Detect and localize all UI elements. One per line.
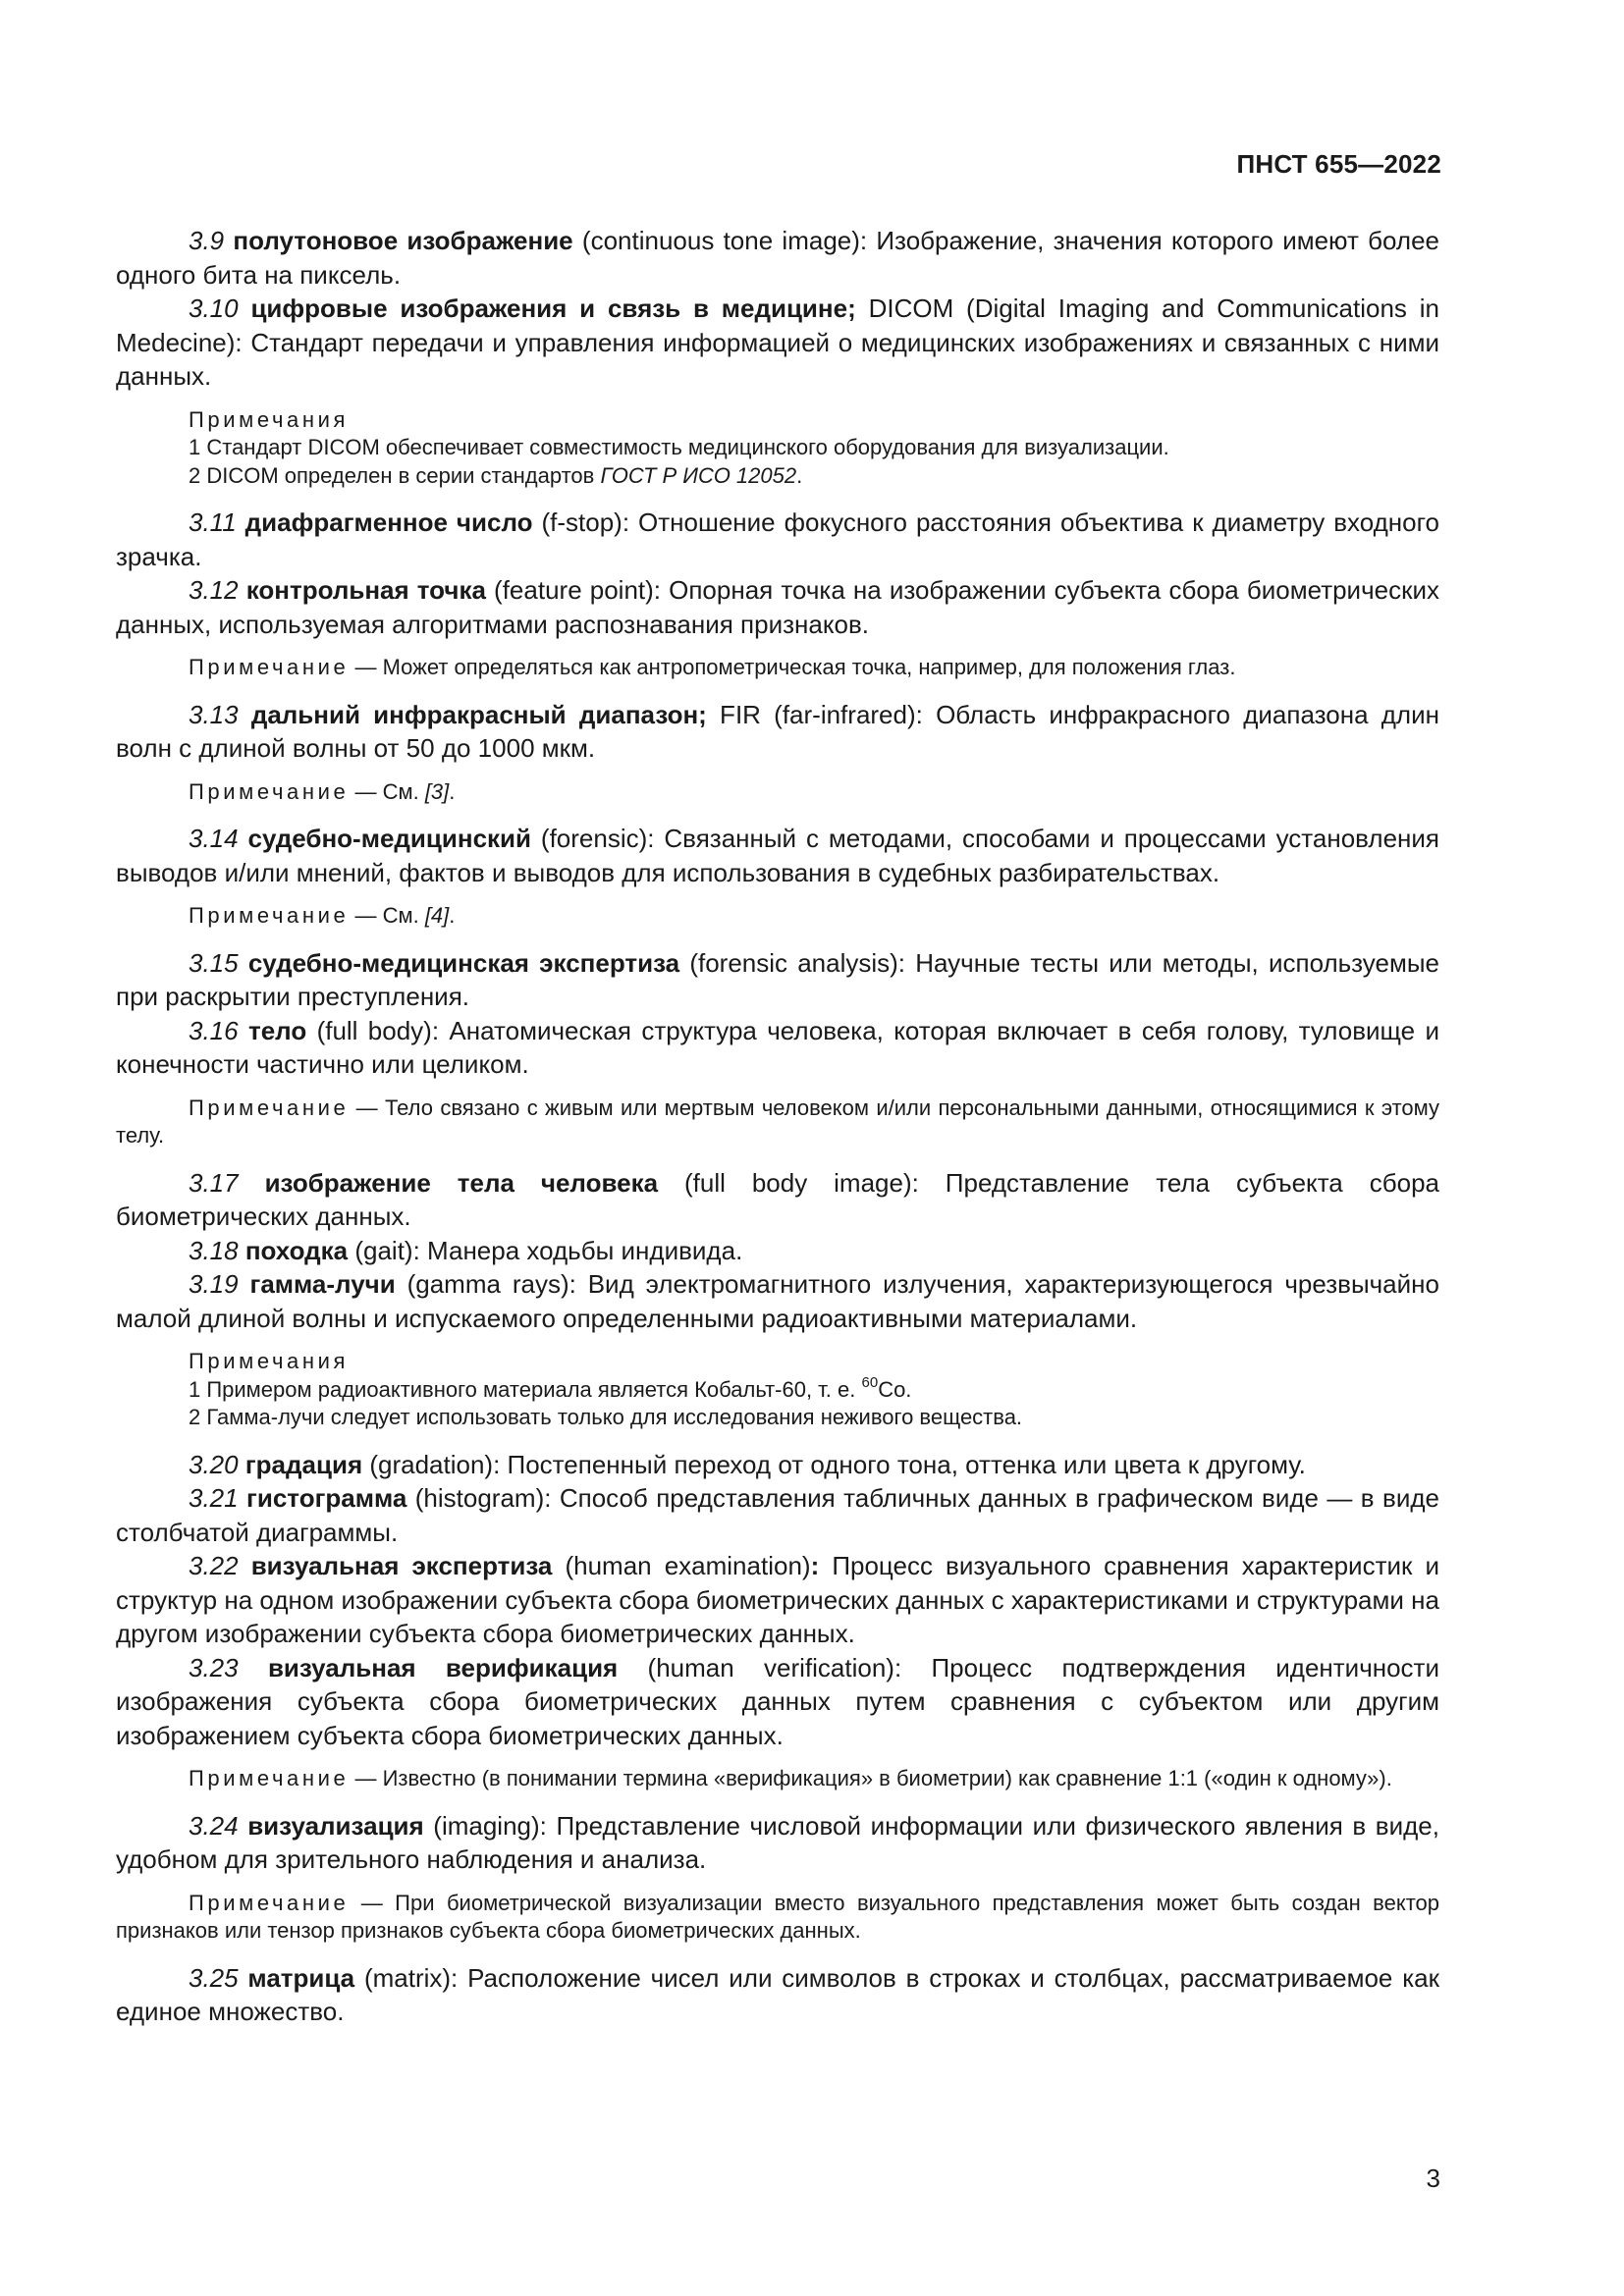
term-3-15: 3.15 судебно-медицинская экспертиза (forensic analysis): Научные тесты или методы, используемые при раскрытии преступления.	[116, 947, 1439, 1011]
term-3-25: 3.25 матрица (matrix): Расположение чисел или символов в строках и столбцах, рассматриваемое как единое множество.	[116, 1962, 1439, 2026]
note-block-3-10	[116, 406, 1439, 491]
note-3-13: Примечание — См. [3].	[189, 778, 456, 804]
document-body	[116, 224, 1439, 2029]
term-3-24: 3.24 визуализация (imaging): Представление числовой информации или физического явления в виде, удобном для зрительного наблюдения и анализа.	[116, 1810, 1439, 1874]
term-3-20: 3.20 градация (gradation): Постепенный переход от одного тона, оттенка или цвета к другому.	[189, 1449, 1306, 1479]
term-3-12: 3.12 контрольная точка (feature point): Опорная точка на изображении субъекта сбора биометрических данных, используемая алгоритмами распознавания признаков.	[116, 575, 1439, 639]
term-3-23: 3.23 визуальная верификация (human verification): Процесс подтверждения идентичности изображения субъекта сбора биометрических данных путем сравнения с субъектом или другим изображением субъекта сбора биометрических данных.	[116, 1652, 1439, 1750]
notes-heading: Примечания	[189, 1349, 350, 1373]
term-3-13: 3.13 дальний инфракрасный диапазон; FIR (far-infrared): Область инфракрасного диапазона длин волн с длиной волны от 50 до 1000 мкм.	[116, 699, 1439, 763]
term-3-19: 3.19 гамма-лучи (gamma rays): Вид электромагнитного излучения, характеризующегося чрезвычайно малой длиной волны и испускаемого определенными радиоактивными материалами.	[116, 1269, 1439, 1333]
note-item: 1 Примером радиоактивного материала является Кобальт-60, т. е. $^{60}$Co.	[189, 1373, 912, 1402]
note-item: 2 DICOM определен в серии стандартов ГОСТ Р ИСО 12052.	[189, 462, 803, 488]
term-3-18: 3.18 походка (gait): Манера ходьбы индивида.	[189, 1235, 743, 1265]
document-code: ПНСТ 655—2022	[1236, 149, 1441, 179]
term-3-9: 3.9 полутоновое изображение (continuous tone image): Изображение, значения которого имеют более одного бита на пиксель.	[116, 226, 1440, 290]
note-block-3-19	[116, 1348, 1439, 1432]
page-number: 3	[1426, 2163, 1440, 2193]
note-item: 1 Стандарт DICOM обеспечивает совместимость медицинского оборудования для визуализации.	[189, 435, 1169, 459]
note-3-24: Примечание — При биометрической визуализации вместо визуального представления может быть создан вектор признаков или тензор признаков субъекта сбора биометрических данных.	[116, 1890, 1439, 1943]
note-3-23: Примечание — Известно (в понимании термина «верификация» в биометрии) как сравнение 1:1 («один к одному»).	[189, 1766, 1392, 1790]
term-3-14: 3.14 судебно-медицинский (forensic): Связанный с методами, способами и процессами установления выводов и/или мнений, фактов и выводов для использования в судебных разбирательствах.	[116, 824, 1439, 887]
notes-heading: Примечания	[189, 406, 350, 432]
note-3-12: Примечание — Может определяться как антропометрическая точка, например, для положения глаз.	[189, 655, 1236, 679]
term-3-11: 3.11 диафрагменное число (f-stop): Отношение фокусного расстояния объектива к диаметру входного зрачка.	[116, 507, 1439, 571]
note-3-14: Примечание — См. [4].	[189, 903, 456, 928]
note-3-16: Примечание — Тело связано с живым или мертвым человеком и/или персональными данными, относящимися к этому телу.	[116, 1095, 1439, 1148]
term-3-10: 3.10 цифровые изображения и связь в медицине; DICOM (Digital Imaging and Communications in Medecine): Стандарт передачи и управления информацией о медицинских изображениях и связанных с ними данных.	[116, 294, 1439, 391]
term-3-22: 3.22 визуальная экспертиза (human examination): Процесс визуального сравнения характеристик и структур на одном изображении субъекта сбора биометрических данных с характеристиками и структурами на другом изображении субъекта сбора биометрических данных.	[116, 1551, 1439, 1648]
term-3-21: 3.21 гистограмма (histogram): Способ представления табличных данных в графическом виде — в виде столбчатой диаграммы.	[116, 1483, 1439, 1547]
note-item: 2 Гамма-лучи следует использовать только для исследования неживого вещества.	[189, 1405, 1023, 1429]
term-3-16: 3.16 тело (full body): Анатомическая структура человека, которая включает в себя голову, туловище и конечности частично или целиком.	[116, 1015, 1439, 1079]
term-3-17: 3.17 изображение тела человека (full body image): Представление тела субъекта сбора биометрических данных.	[116, 1167, 1439, 1231]
